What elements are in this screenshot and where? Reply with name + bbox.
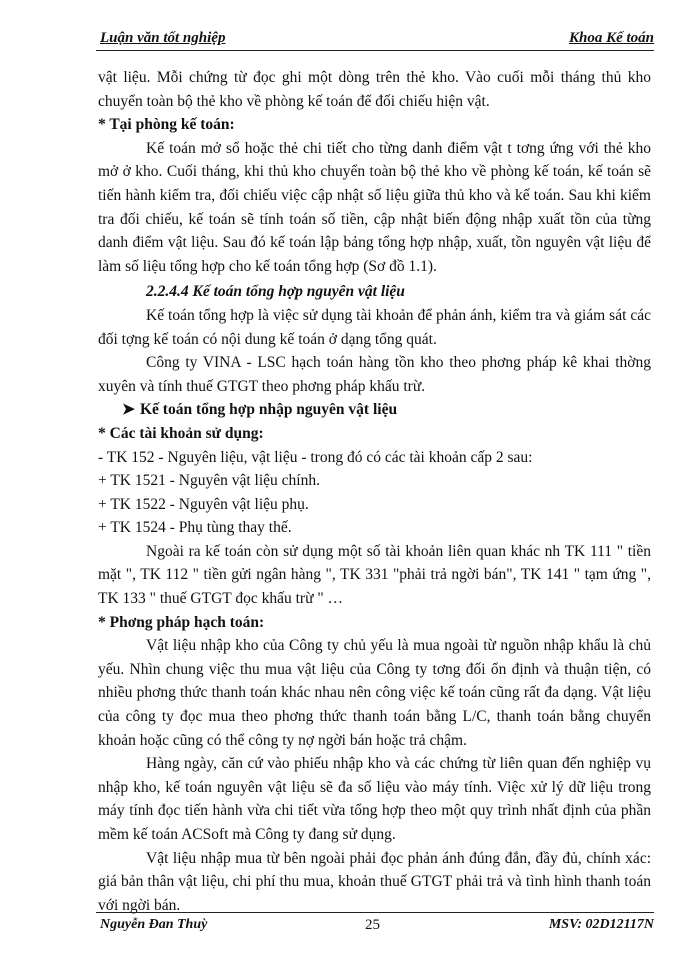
paragraph: Vật liệu nhập mua từ bên ngoài phải đọc phản ánh đúng đắn, đầy đủ, chính xác: giá bản thân vật liệu, chi phí thu mua, khoản thuế GTGT phải trả và tình hình thanh toán với ngời bán. <box>98 849 651 914</box>
header-left: Luận văn tốt nghiệp <box>100 30 226 46</box>
footer-author: Nguyễn Đan Thuỳ <box>100 917 208 932</box>
section-heading: 2.2.4.4 Kế toán tổng hợp nguyên vật liệu <box>146 283 405 301</box>
paragraph: Hàng ngày, căn cứ vào phiếu nhập kho và các chứng từ liên quan đến nghiệp vụ nhập kho, kế toán nguyên vật liệu sẽ đa số liệu vào máy tính. Việc xử lý dữ liệu trong máy tính đọc tiến hành vừa chi tiết vừa tổng hợp theo một quy trình nhất định của phần mềm kế toán ACSoft mà Công ty đang sử dụng. <box>98 755 651 843</box>
footer-student-id: MSV: 02D12117N <box>548 917 654 932</box>
account-line: + TK 1521 - Nguyên vật liệu chính. <box>98 472 320 490</box>
heading: * Phơng pháp hạch toán: <box>98 613 265 631</box>
account-line: + TK 1524 - Phụ tùng thay thế. <box>98 519 292 537</box>
bullet-heading-text: Kế toán tổng hợp nhập nguyên vật liệu <box>140 401 398 419</box>
paragraph: Kế toán mở sổ hoặc thẻ chi tiết cho từng danh điểm vật t tơng ứng với thẻ kho mở ở kho. Cuối tháng, khi thủ kho chuyển toàn bộ thẻ kho về phòng kế toán, kế toán sẽ tiến hành kiểm tra, đối chiếu việc cập nhật số liệu giữa thủ kho và kế toán. Sau khi kiểm tra đối chiếu, kế toán sẽ tính toán số tiền, cập nhật biến động nhập xuất tồn của từng danh điểm vật liệu. Sau đó kế toán lập bảng tổng hợp nhập, xuất, tồn nguyên vật liệu để làm số liệu tổng hợp cho kế toán tổng hợp (Sơ đồ 1.1). <box>98 139 651 275</box>
heading: * Các tài khoản sử dụng: <box>98 424 264 442</box>
paragraph: Vật liệu nhập kho của Công ty chủ yếu là mua ngoài từ nguồn nhập khẩu là chủ yếu. Nhìn chung việc thu mua vật liệu của Công ty tơng đối ổn định và thuận tiện, có nhiều phơng thức thanh toán khác nhau nên công việc kế toán cũng rất đa dạng. Vật liệu của công ty đọc mua theo phơng thức thanh toán bằng L/C, thanh toán bằng chuyển khoản hoặc cũng có thể công ty nợ ngời bán hoặc trả chậm. <box>98 637 651 749</box>
footer-rule <box>96 912 654 913</box>
account-line: - TK 152 - Nguyên liệu, vật liệu - trong đó có các tài khoản cấp 2 sau: <box>98 448 533 466</box>
paragraph: Công ty VINA - LSC hạch toán hàng tồn kho theo phơng pháp kê khai thờng xuyên và tính thuế GTGT theo phơng pháp khấu trừ. <box>98 354 651 395</box>
page-number: 25 <box>365 917 380 933</box>
account-line: + TK 1522 - Nguyên vật liệu phụ. <box>98 495 309 513</box>
bullet-heading <box>122 398 651 422</box>
paragraph: vật liệu. Mỗi chứng từ đọc ghi một dòng trên thẻ kho. Vào cuối mỗi tháng thủ kho chuyển toàn bộ thẻ kho về phòng kế toán để đối chiếu hiện vật. <box>98 69 651 110</box>
document-body <box>98 66 651 917</box>
arrow-bullet-icon: ➤ <box>122 401 135 419</box>
header-right: Khoa Kế toán <box>568 30 654 46</box>
paragraph: Ngoài ra kế toán còn sử dụng một số tài khoản liên quan khác nh TK 111 " tiền mặt ", TK 112 " tiền gửi ngân hàng ", TK 331 "phải trả ngời bán", TK 141 " tạm ứng ", TK 133 " thuế GTGT đọc khấu trừ " … <box>98 542 651 608</box>
heading: * Tại phòng kế toán: <box>98 116 235 134</box>
paragraph: Kế toán tổng hợp là việc sử dụng tài khoản để phản ánh, kiểm tra và giám sát các đối tợng kế toán có nội dung kế toán ở dạng tổng quát. <box>98 306 651 348</box>
header-rule <box>96 50 654 51</box>
